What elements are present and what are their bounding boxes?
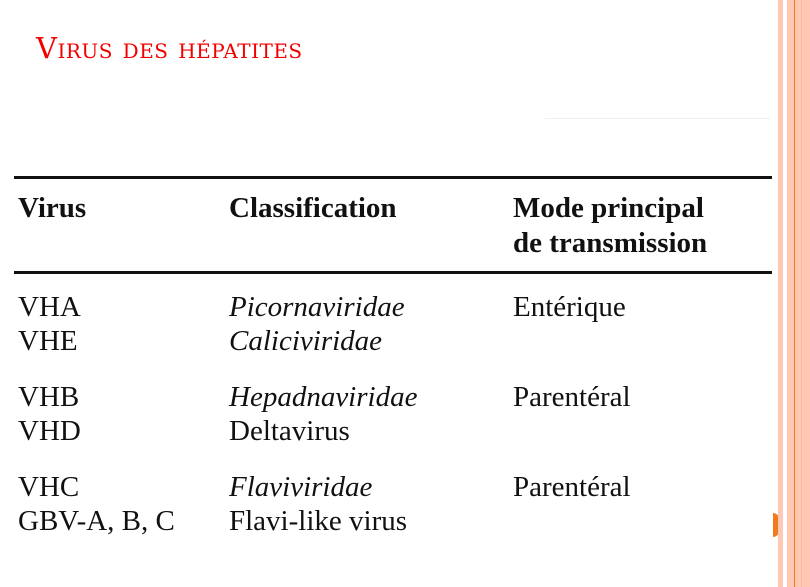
cell-transmission: Entérique	[513, 291, 626, 323]
cell-classification: Picornaviridae	[229, 291, 405, 323]
stripe-line	[801, 0, 802, 587]
cell-virus: VHE	[18, 325, 78, 357]
table-top-rule	[14, 176, 772, 179]
stripe	[778, 0, 783, 587]
cell-classification: Flavi-like virus	[229, 505, 408, 537]
table-header-rule	[14, 271, 772, 274]
slide-title: Virus des hépatites	[36, 31, 303, 66]
header-transmission-line2: de transmission	[513, 227, 708, 259]
header-classification: Classification	[229, 192, 397, 224]
cell-transmission: Parentéral	[513, 381, 631, 413]
cell-virus: VHC	[18, 471, 80, 503]
cell-classification: Caliciviridae	[229, 325, 383, 357]
cell-classification: Hepadnaviridae	[229, 381, 418, 413]
cell-virus: VHB	[18, 381, 80, 413]
cell-classification: Flaviviridae	[229, 471, 373, 503]
cell-classification: Deltavirus	[229, 415, 350, 447]
cell-virus: GBV-A, B, C	[18, 505, 175, 537]
faint-divider	[545, 118, 770, 119]
stripe-line	[794, 0, 795, 587]
header-virus: Virus	[18, 192, 87, 224]
cell-virus: VHD	[18, 415, 81, 447]
header-transmission-line1: Mode principal	[513, 192, 704, 224]
stripe	[787, 0, 810, 587]
cell-transmission: Parentéral	[513, 471, 631, 503]
cell-virus: VHA	[18, 291, 81, 323]
